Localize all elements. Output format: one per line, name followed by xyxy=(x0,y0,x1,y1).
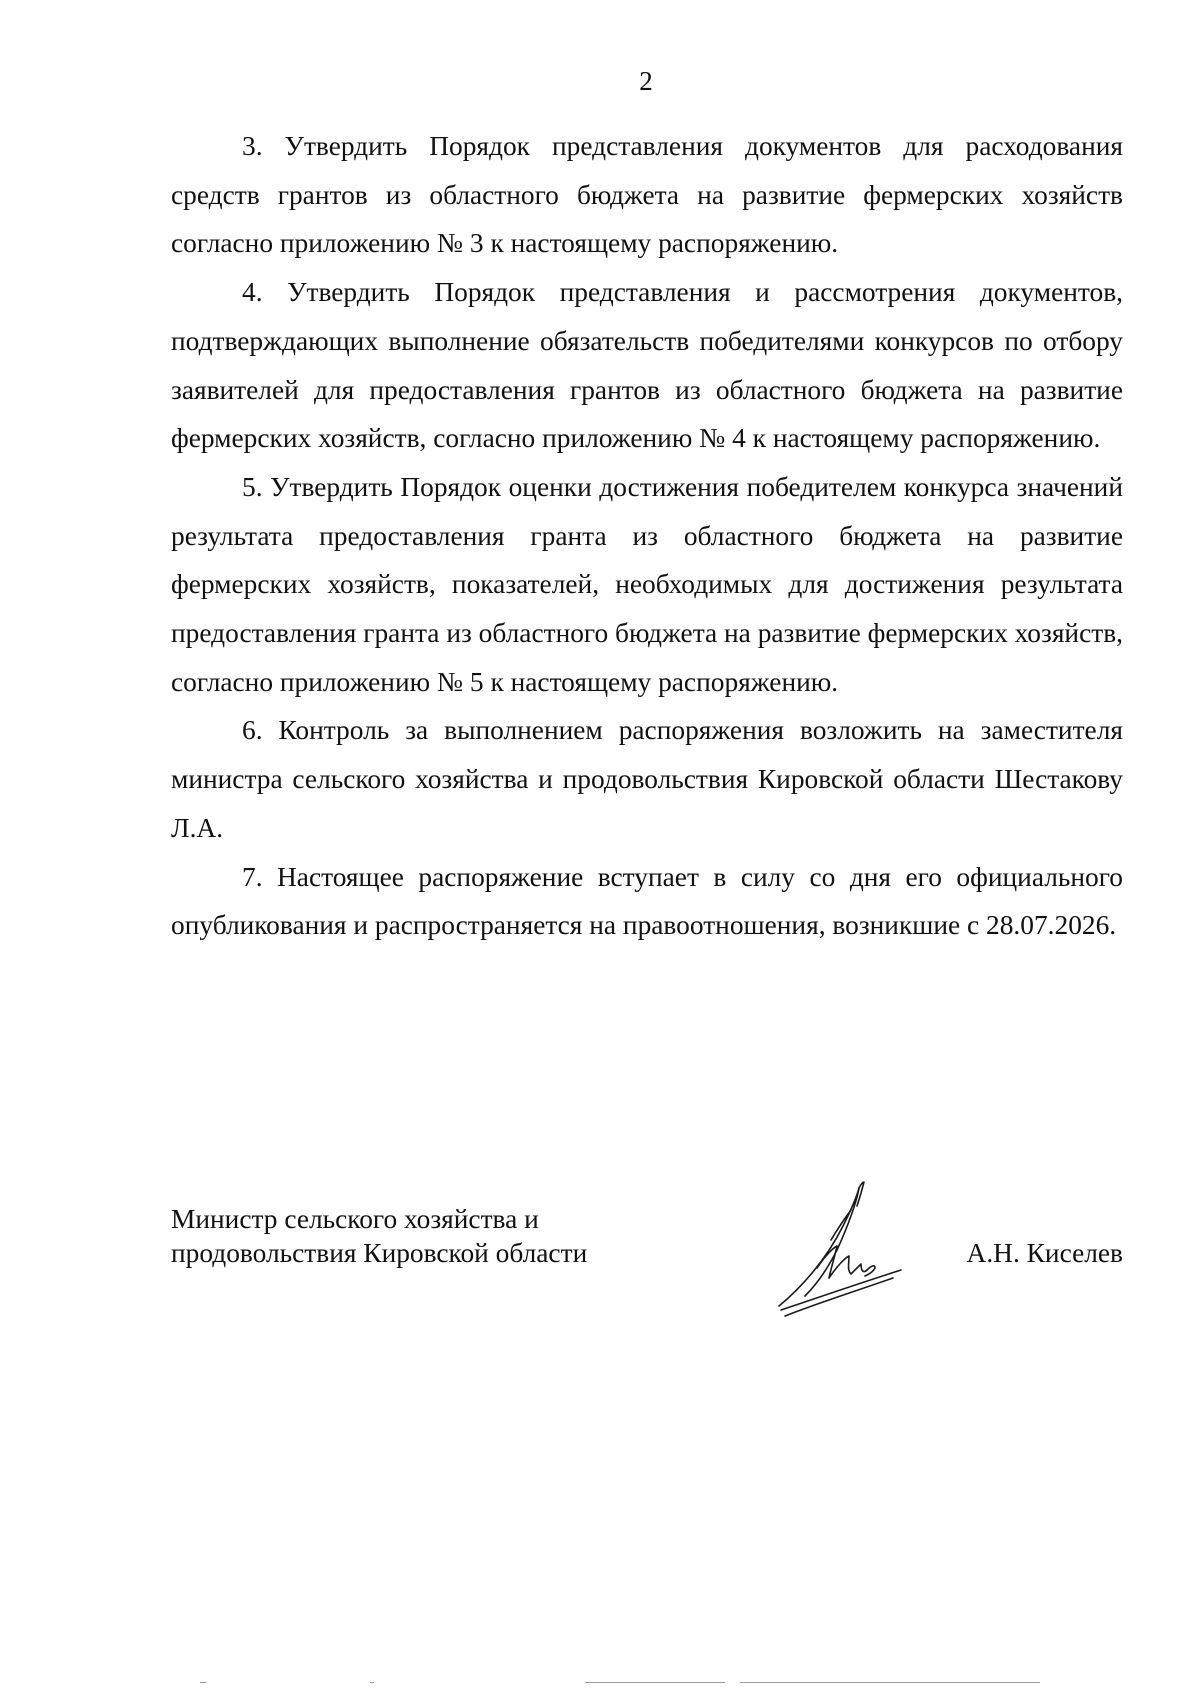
document-body xyxy=(171,122,1123,950)
signer-name: А.Н. Киселев xyxy=(966,1238,1123,1268)
signer-position xyxy=(171,1202,587,1270)
paragraph-3: 3. Утвердить Порядок представления документов для расходования средств грантов из областного бюджета на развитие фермерских хозяйств согласно приложению № 3 к настоящему распоряжению. xyxy=(171,131,1123,259)
signer-position-line-1: Министр сельского хозяйства и xyxy=(171,1204,539,1234)
paragraph-5: 5. Утвердить Порядок оценки достижения победителем конкурса значений результата предоставления гранта из областного бюджета на развитие фермерских хозяйств, показателей, необходимых для достижения результата предоставления гранта из областного бюджета на развитие фермерских хозяйств, согласно приложению № 5 к настоящему распоряжению. xyxy=(171,471,1123,697)
signature-block xyxy=(171,1196,1123,1336)
paragraph-7: 7. Настоящее распоряжение вступает в силу со дня его официального опубликования и распространяется на правоотношения, возникшие с 28.07.2026. xyxy=(171,861,1123,941)
paragraph-6: 6. Контроль за выполнением распоряжения возложить на заместителя министра сельского хозяйства и продовольствия Кировской области Шестакову Л.А. xyxy=(171,715,1123,843)
scan-edge-artifact xyxy=(40,1682,1160,1684)
handwritten-signature xyxy=(771,1170,911,1320)
page-number: 2 xyxy=(639,66,653,96)
paragraph-4: 4. Утвердить Порядок представления и рассмотрения документов, подтверждающих выполнение обязательств победителями конкурсов по отбору заявителей для предоставления грантов из областного бюджета на развитие фермерских хозяйств, согласно приложению № 4 к настоящему распоряжению. xyxy=(171,277,1123,454)
signer-position-line-2: продовольствия Кировской области xyxy=(171,1238,588,1268)
